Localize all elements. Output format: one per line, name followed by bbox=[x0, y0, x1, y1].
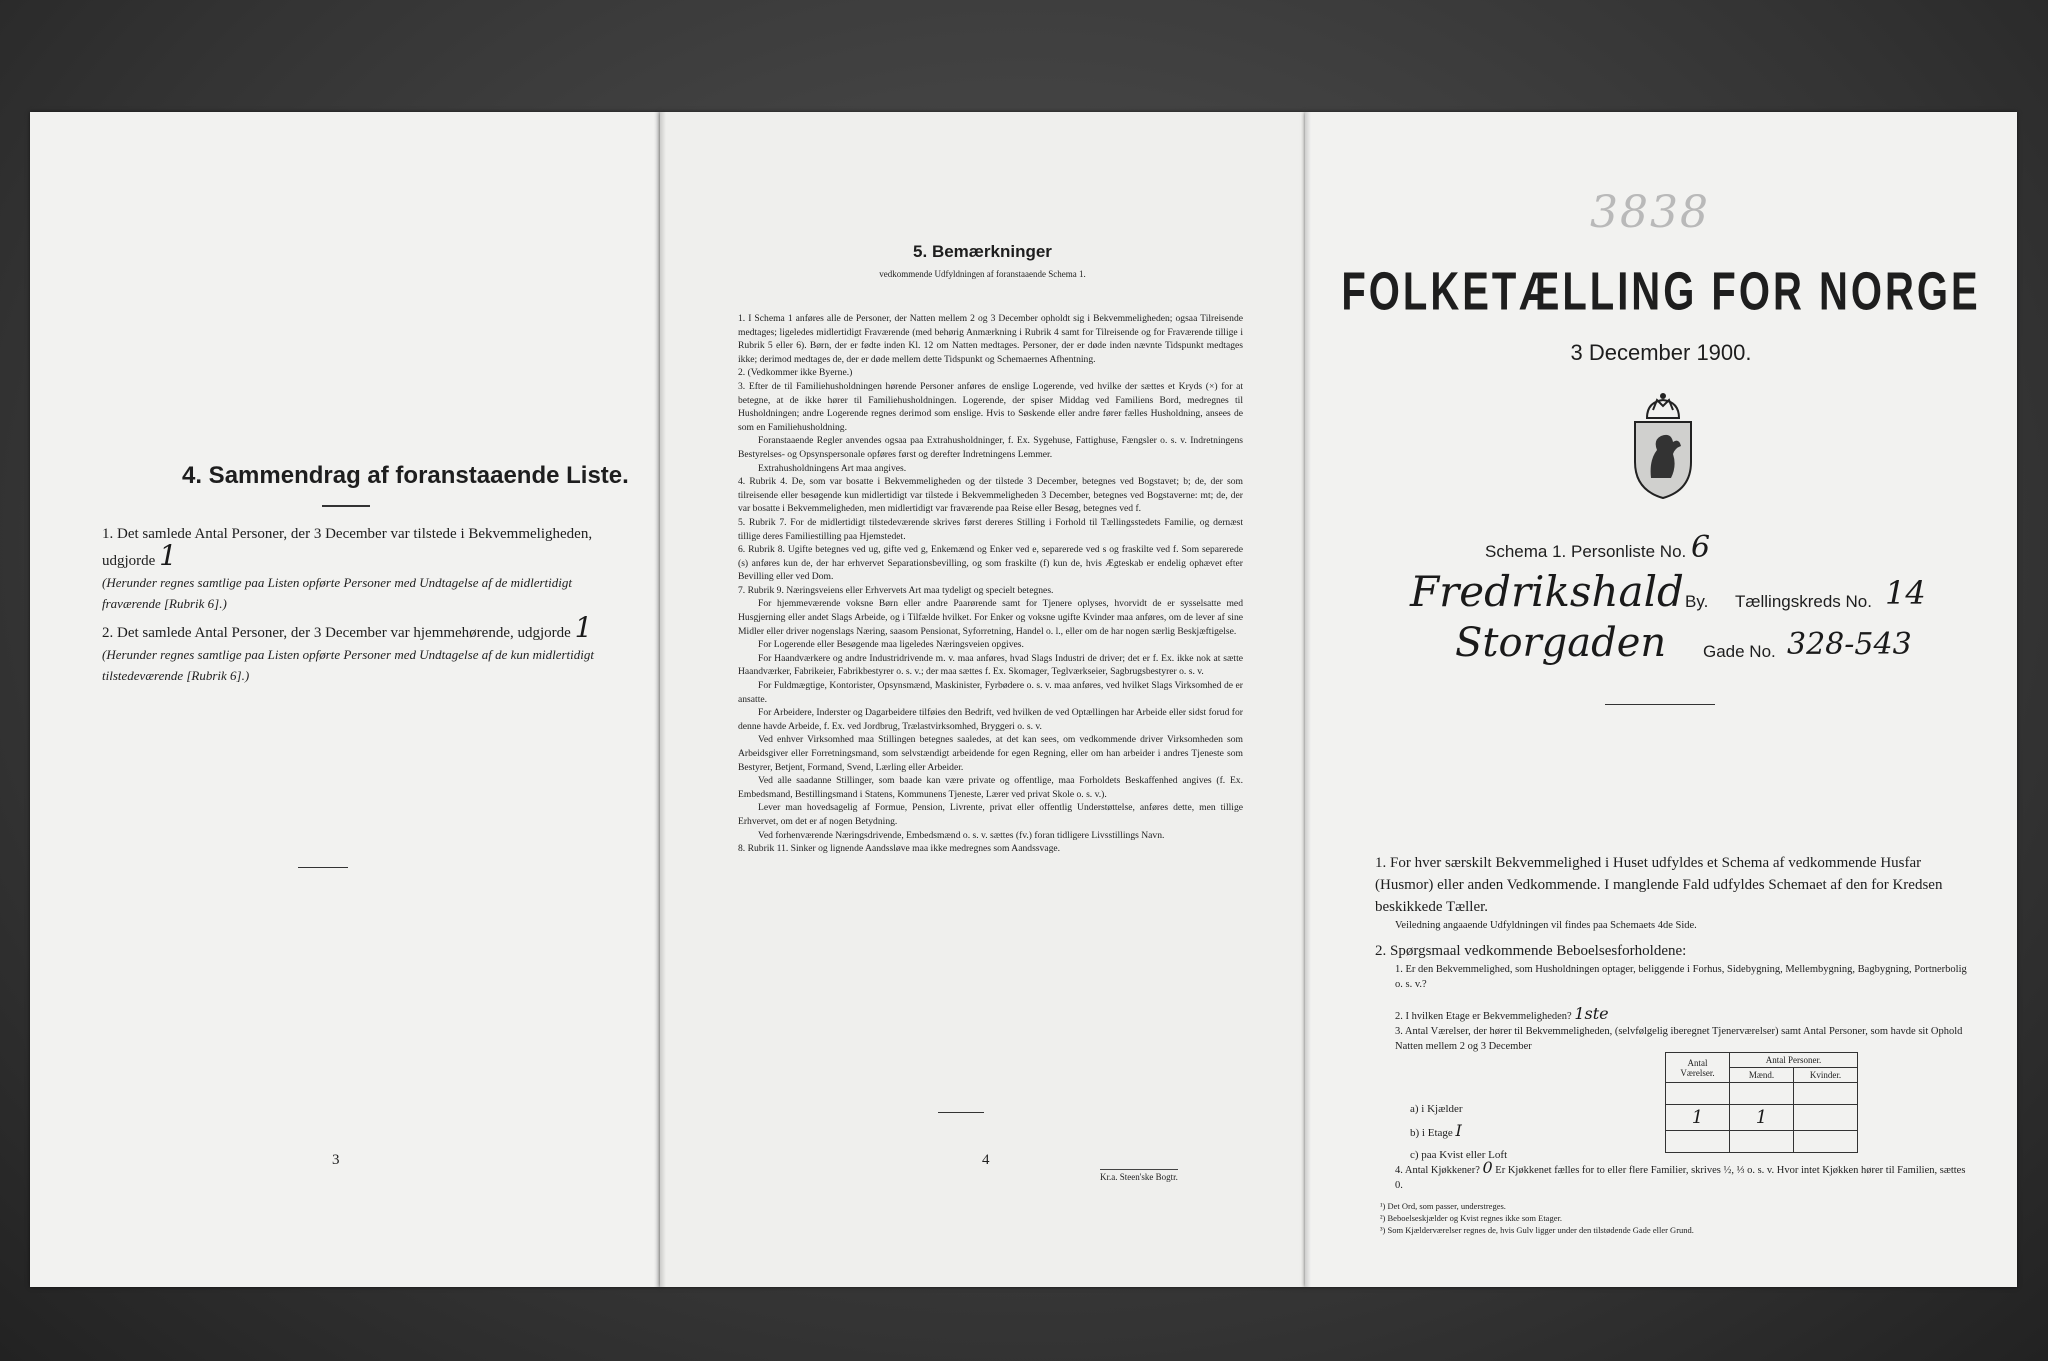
table-row bbox=[1666, 1131, 1858, 1153]
remarks-paragraph: For hjemmeværende voksne Børn eller andre Paarørende samt for Tjenere oplyses, hvorvidt de er sysselsatte med Husgjerning eller andet Slags Arbeide, og i Tilfælde hvilket. For Enker og voksne ugifte Kvinder maa anføres, om de lever af sine Midler eller driver nogenslags Næring, saasom Pensionat, Syforretning, Handel o. l., eller om de har nogen særlig Beskjæftigelse. bbox=[738, 598, 1243, 637]
printer-imprint: Kr.a. Steen'ske Bogtr. bbox=[1100, 1169, 1178, 1182]
question-4-rest: Er Kjøkkenet fælles for to eller flere Familier, skrives ½, ⅓ o. s. v. Hvor intet Kjøkken hører til Familien, sættes 0. bbox=[1395, 1165, 1966, 1191]
left-page bbox=[30, 112, 660, 1287]
footnote-2: ²) Beboelseskjælder og Kvist regnes ikke som Etager. bbox=[1380, 1213, 1562, 1223]
row-b-rooms: 1 bbox=[1666, 1105, 1730, 1131]
gade-number: 328-543 bbox=[1787, 627, 1912, 662]
question-4 bbox=[1395, 1160, 1975, 1193]
kreds-label: Tællingskreds No. bbox=[1735, 592, 1872, 611]
instruction-1-note: Veiledning angaaende Udfyldningen vil findes paa Schemaets 4de Side. bbox=[1395, 920, 1697, 931]
remarks-heading: 5. Bemærkninger bbox=[913, 242, 1052, 261]
summary-item-1-note: (Herunder regnes samtlige paa Listen opførte Personer med Undtagelse af de midlertidigt fraværende [Rubrik 6].) bbox=[102, 575, 572, 611]
question-4-text: 4. Antal Kjøkkener? bbox=[1395, 1165, 1480, 1176]
street-handwritten: Storgaden bbox=[1455, 620, 1667, 666]
question-2-text: 2. I hvilken Etage er Bekvemmeligheden? bbox=[1395, 1011, 1572, 1022]
question-3: 3. Antal Værelser, der hører til Bekvemmeligheden, (selvfølgelig iberegnet Tjenerværelser) samt Antal Personer, som havde sit Ophold Natten mellem 2 og 3 December bbox=[1395, 1026, 1963, 1052]
remarks-paragraph: For Haandværkere og andre Industridrivende m. v. maa anføres, hvad Slags Industri de driver; det er f. Ex. ikke nok at sætte Haandværker, Fabrikeier, Fabrikbestyrer o. s. v.; der maa sættes f. Ex. Skomager, Teglværkseier, Sagbrugsbestyrer o. s. v. bbox=[738, 652, 1243, 678]
norway-coat-of-arms-icon bbox=[1627, 390, 1699, 502]
remarks-paragraph: For Arbeidere, Inderster og Dagarbeidere tilføies den Bedrift, ved hvilken de ved Optællingen har Arbeide eller sidst forud for denne havde Arbeide, f. Ex. ved Jordbrug, Trælastvirksomhed, Bryggeri o. s. v. bbox=[738, 707, 1243, 732]
middle-page bbox=[660, 112, 1305, 1287]
row-b-handwritten: I bbox=[1455, 1121, 1462, 1140]
remarks-paragraph: Ved forhenværende Næringsdrivende, Embedsmænd o. s. v. sættes (fv.) foran tidligere Livsstillings Navn. bbox=[758, 829, 1165, 841]
table-row bbox=[1666, 1083, 1858, 1105]
summary-item-2 bbox=[102, 611, 622, 686]
row-a-label: a) i Kjælder bbox=[1410, 1103, 1463, 1115]
persons-header: Antal Personer. bbox=[1730, 1053, 1858, 1068]
summary-heading: 4. Sammendrag af foranstaaende Liste. bbox=[182, 462, 629, 489]
question-2-answer: 1ste bbox=[1574, 1004, 1609, 1023]
row-b-men: 1 bbox=[1730, 1105, 1794, 1131]
schema-line bbox=[1485, 530, 1710, 565]
by-label: By. bbox=[1685, 592, 1709, 611]
remarks-paragraph: For Logerende eller Besøgende maa ligeledes Næringsveien opgives. bbox=[758, 639, 1024, 651]
end-rule bbox=[298, 867, 348, 868]
remarks-paragraph: Ved enhver Virksomhed maa Stillingen betegnes saaledes, at det kan sees, om vedkommende driver Virksomheden som Arbeidsgiver eller Forretningsmand, som selvstændigt arbeidende for egen Regning, eller om han arbeider i andres Tjeneste som Bestyrer, Betjent, Formand, Svend, Lærling eller Arbeider. bbox=[738, 734, 1243, 773]
row-c-label: c) paa Kvist eller Loft bbox=[1410, 1149, 1508, 1161]
summary-item-1-value: 1 bbox=[159, 539, 177, 572]
footnote-1: ¹) Det Ord, som passer, understreges. bbox=[1380, 1201, 1506, 1211]
kreds-number: 14 bbox=[1885, 574, 1926, 612]
page-number-middle: 4 bbox=[982, 1152, 990, 1168]
question-4-answer: 0 bbox=[1482, 1158, 1493, 1177]
instruction-1 bbox=[1375, 852, 1975, 933]
remarks-paragraph: 4. Rubrik 4. De, som var bosatte i Bekvemmeligheden og der tilstede 3 December, betegnes ved Bogstavet; b; de, der som tilreisende eller besøgende kun midlertidigt var tilstede i Bekvemmeligheden 3 December, betegnes ved Bogstaverne: mt; de, der var bosatte i Bekvemmeligheden, men midlertidigt var fraværende paa Reise eller Besøg, betegnes ved f. bbox=[738, 476, 1243, 515]
footnote-3: ³) Som Kjælderværelser regnes de, hvis Gulv ligger under den tilstødende Gade eller Grund. bbox=[1380, 1225, 1694, 1235]
catalog-number: 3838 bbox=[1590, 187, 1710, 238]
rooms-header: Antal Værelser. bbox=[1666, 1053, 1730, 1083]
remarks-paragraph: 3. Efter de til Familiehusholdningen hørende Personer anføres de enslige Logerende, ved hvilke der sættes et Kryds (×) for at betegne, at de ikke hører til Familiehusholdningen. Logerende, der spiser Middag ved Familiens Bord, medregnes til Husholdningen; andre Logerende regnes derimod som enslige. Hvis to Søskende eller andre fører fælles Husholdning, ansees de som en Familiehusholdning. bbox=[738, 380, 1243, 433]
census-date: 3 December 1900. bbox=[1570, 340, 1752, 365]
question-1: 1. Er den Bekvemmelighed, som Husholdningen optager, beliggende i Forhus, Sidebygning, Mellembygning, Bagbygning, Portnerbolig o. s. v.? bbox=[1395, 964, 1967, 990]
remarks-paragraph: Foranstaaende Regler anvendes ogsaa paa Extrahusholdninger, f. Ex. Sygehuse, Fattighuse, Fængsler o. s. v. Indretningens Bestyrelses- og Opsynspersonale opføres først og derefter Indretningens Lemmer. bbox=[738, 435, 1243, 460]
summary-item-1 bbox=[102, 524, 622, 614]
remarks-paragraph: 5. Rubrik 7. For de midlertidigt tilstedeværende skrives først dereres Stilling i Forhold til Tællingsstedets Familie, og dernæst tillige deres Familiestilling paa Hjemstedet. bbox=[738, 516, 1243, 542]
women-header: Kvinder. bbox=[1794, 1068, 1858, 1083]
page-number-left: 3 bbox=[332, 1152, 340, 1168]
heading-rule bbox=[322, 505, 370, 507]
right-page bbox=[1305, 112, 2017, 1287]
men-header: Mænd. bbox=[1730, 1068, 1794, 1083]
summary-item-2-value: 1 bbox=[574, 611, 593, 644]
remarks-paragraph: 7. Rubrik 9. Næringsveiens eller Erhvervets Art maa tydeligt og specielt betegnes. bbox=[738, 584, 1054, 596]
end-rule bbox=[938, 1112, 984, 1113]
instruction-1-text: 1. For hver særskilt Bekvemmelighed i Huset udfyldes et Schema af vedkommende Husfar (Husmor) eller anden Vedkommende. I manglende Fald udfyldes Schemaet af den for Kredsen beskikkede Tæller. bbox=[1375, 855, 1943, 915]
remarks-paragraph: 6. Rubrik 8. Ugifte betegnes ved ug, gifte ved g, Enkemænd og Enker ved e, separerede ved s og fraskilte ved f. Som separerede (s) anføres kun de, der har erhvervet Separationsbevilling, og som fraskilte (f) kun de, hvis Ægteskab er endelig ophævet efter Bevilling eller ved Dom. bbox=[738, 544, 1243, 583]
ornament-rule bbox=[1605, 704, 1715, 705]
summary-item-2-note: (Herunder regnes samtlige paa Listen opførte Personer med Undtagelse af de kun midlertidigt tilstedeværende [Rubrik 6].) bbox=[102, 647, 595, 683]
gade-label: Gade No. bbox=[1703, 642, 1776, 661]
remarks-paragraph: Lever man hovedsagelig af Formue, Pension, Livrente, privat eller offentlig Understøttelse, anføres dette, men tillige Erhvervet, om det er af nogen Betydning. bbox=[738, 802, 1243, 827]
table-row bbox=[1666, 1105, 1858, 1131]
summary-item-2-text: 2. Det samlede Antal Personer, der 3 December var hjemmehørende, udgjorde bbox=[102, 625, 571, 641]
town-handwritten: Fredrikshald bbox=[1410, 567, 1684, 616]
remarks-paragraph: 2. (Vedkommer ikke Byerne.) bbox=[738, 367, 853, 379]
remarks-paragraph: 8. Rubrik 11. Sinker og lignende Aandssløve maa ikke medregnes som Aandssvage. bbox=[738, 843, 1061, 855]
remarks-subheading: vedkommende Udfyldningen af foranstaaende Schema 1. bbox=[879, 269, 1086, 279]
remarks-paragraph: Extrahusholdningens Art maa angives. bbox=[758, 462, 907, 474]
remarks-body bbox=[738, 312, 1243, 856]
schema-label: Schema 1. Personliste No. bbox=[1485, 542, 1687, 561]
question-2 bbox=[1395, 1006, 1975, 1024]
remarks-paragraph: Ved alle saadanne Stillinger, som baade kan være private og offentlige, maa Forholdets Beskaffenhed angives (f. Ex. Embedsmand, Bestillingsmand i Statens, Kommunens Tjeneste, Lærer ved privat Skole o. s. v.). bbox=[738, 775, 1243, 800]
census-title: FOLKETÆLLING FOR NORGE bbox=[1341, 262, 1981, 322]
remarks-paragraph: For Fuldmægtige, Kontorister, Opsynsmænd, Maskinister, Fyrbødere o. s. v. maa anføres, ved hvilket Slags Virksomhed de er ansatte. bbox=[738, 680, 1243, 705]
rooms-table bbox=[1665, 1052, 1858, 1153]
summary-item-1-text: 1. Det samlede Antal Personer, der 3 December var tilstede i Bekvemmeligheden, udgjorde bbox=[102, 526, 593, 569]
room-labels bbox=[1410, 1098, 1507, 1166]
instruction-2: 2. Spørgsmaal vedkommende Beboelsesforholdene: bbox=[1375, 943, 1687, 959]
row-b-label: b) i Etage I bbox=[1410, 1121, 1462, 1140]
schema-number: 6 bbox=[1691, 530, 1711, 565]
page-fold bbox=[660, 112, 666, 1287]
remarks-paragraph: 1. I Schema 1 anføres alle de Personer, der Natten mellem 2 og 3 December opholdt sig i Bekvemmeligheden; ogsaa Tilreisende medtages; ligeledes midlertidigt Fraværende (med behørig Anmærkning i Rubrik 4 samt for Tilreisende og for Fraværende tillige i Rubrik 5 eller 6). Børn, der er fødte inden Kl. 12 om Natten medtages. Personer, der er døde inden nævnte Tidspunkt medtages ikke; derimod medtages de, der er døde mellem dette Tidspunkt og Schemaernes Afhentning. bbox=[738, 313, 1243, 365]
footnotes bbox=[1380, 1200, 1980, 1236]
